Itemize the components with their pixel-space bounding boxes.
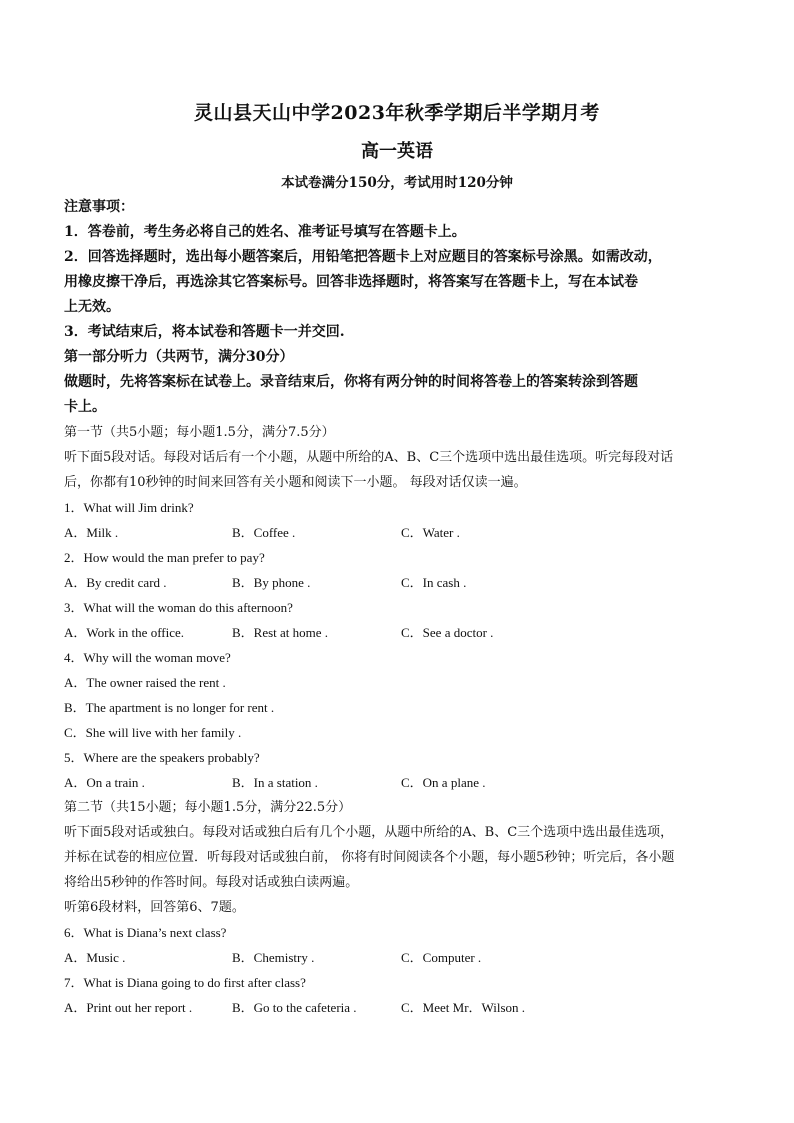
option-row [64,570,730,595]
section1-instruction: 后，你都有10秒钟的时间来回答有关小题和阅读下一小题。 每段对话仅读一遍。 [64,475,527,490]
option-c: C．See a doctor . [401,625,494,640]
option-b: B．Coffee . [232,525,296,540]
option-a: A．Work in the office. [64,625,185,640]
option-a: A．By credit card . [64,575,167,590]
option-row [64,520,730,545]
section1-instruction: 听下面5段对话。每段对话后有一个小题，从题中所给的A、B、C三个选项中选出最佳选项。听完每段对话 [64,450,674,465]
option-a: A．The owner raised the rent . [64,675,226,690]
question-stem: 2．How would the man prefer to pay? [64,550,265,565]
option-row [64,945,730,970]
notice-item: 上无效。 [64,299,120,315]
question-stem: 4．Why will the woman move? [64,650,231,665]
exam-info: 本试卷满分150分，考试用时120分钟 [281,175,513,191]
question-stem: 1．What will Jim drink? [64,500,194,515]
option-c: C．Water . [401,525,460,540]
question-stem: 6．What is Diana’s next class? [64,925,227,940]
section2-instruction: 并标在试卷的相应位置．听每段对话或独白前， 你将有时间阅读各个小题，每小题5秒钟；听完后，各小题 [64,850,675,865]
notice-item: 2．回答选择题时，选出每小题答案后，用铅笔把答题卡上对应题目的答案标号涂黑。如需改动， [64,249,662,265]
option-c: C．Meet Mr．Wilson . [401,1000,526,1015]
option-b: B．By phone . [232,575,311,590]
option-row [64,995,730,1020]
option-a: A．Music . [64,950,126,965]
part1-heading: 第一部分听力（共两节，满分30分） [64,349,294,365]
option-a: A．On a train . [64,775,145,790]
option-b: B．Chemistry . [232,950,315,965]
option-b: B．Rest at home . [232,625,329,640]
section2-instruction: 将给出5秒钟的作答时间。每段对话或独白读两遍。 [64,875,359,890]
option-a: A．Milk . [64,525,119,540]
option-b: B．The apartment is no longer for rent . [64,700,275,715]
part1-instruction: 做题时，先将答案标在试卷上。录音结束后，你将有两分钟的时间将答卷上的答案转涂到答题 [64,374,638,390]
option-b: B．In a station . [232,775,318,790]
section1-heading: 第一节（共5小题；每小题1.5分，满分7.5分） [64,425,335,440]
question-stem: 5．Where are the speakers probably? [64,750,260,765]
option-c: C．On a plane . [401,775,486,790]
subject-title: 高一英语 [361,141,433,162]
option-c: C．In cash . [401,575,467,590]
option-row [64,770,730,795]
option-b: B．Go to the cafeteria . [232,1000,357,1015]
section2-instruction: 听下面5段对话或独白。每段对话或独白后有几个小题，从题中所给的A、B、C三个选项中选出最佳选项， [64,825,674,840]
page-title: 灵山县天山中学2023年秋季学期后半学期月考 [194,102,600,124]
notice-item: 3．考试结束后，将本试卷和答题卡一并交回. [64,324,345,340]
option-row [64,620,730,645]
part1-instruction: 卡上。 [64,399,106,415]
notice-item: 1．答卷前，考生务必将自己的姓名、准考证号填写在答题卡上。 [64,224,466,240]
option-a: A．Print out her report . [64,1000,193,1015]
question-stem: 3．What will the woman do this afternoon? [64,600,293,615]
option-c: C．She will live with her family . [64,725,242,740]
notice-heading: 注意事项： [64,199,134,215]
section2-heading: 第二节（共15小题；每小题1.5分，满分22.5分） [64,800,352,815]
notice-item: 用橡皮擦干净后，再选涂其它答案标号。回答非选择题时，将答案写在答题卡上，写在本试卷 [64,274,638,290]
option-c: C．Computer . [401,950,482,965]
material-note: 听第6段材料，回答第6、7题。 [64,900,245,915]
question-stem: 7．What is Diana going to do first after class? [64,975,306,990]
